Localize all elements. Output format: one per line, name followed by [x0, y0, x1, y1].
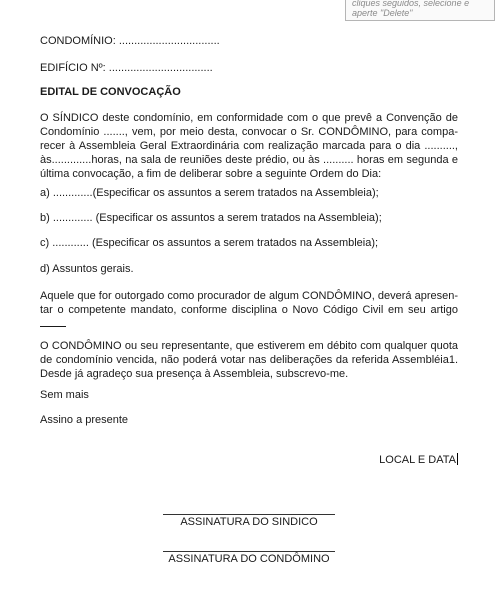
signature-line-condomino — [163, 551, 335, 552]
proxy-paragraph — [40, 289, 458, 331]
agenda-item-b: b) ............. (Especificar os assuntos a serem tratados na Assembleia); — [40, 212, 382, 224]
debt-line: Desde já agradeço sua presença à Assembleia, subscrevo-me. — [40, 368, 349, 380]
signature-line-sindico — [163, 514, 335, 515]
proxy-line: Aquele que for outorgado como procurador de algum CONDÔMINO, deverá apresen- — [40, 290, 458, 302]
intro-paragraph — [40, 111, 458, 181]
intro-line: O SÍNDICO deste condomínio, em conformidade com o que prevê a Convenção de — [40, 112, 458, 124]
local-data-line — [379, 453, 458, 466]
agenda-item-c: c) ............ (Especificar os assuntos a serem tratados na Assembleia); — [40, 237, 379, 249]
debt-paragraph — [40, 339, 458, 381]
debt-line: O CONDÔMINO ou seu representante, que estiverem em débito com qualquer quota — [40, 340, 458, 352]
note-line: cliques seguidos, selecione e — [352, 0, 470, 8]
intro-line: Condomínio ......., vem, por meio desta, convocar o Sr. CONDÔMINO, para compa- — [40, 126, 458, 138]
condominio-field: CONDOMÍNIO: ................................. — [40, 35, 220, 47]
signature-label-condomino: ASSINATURA DO CONDÔMINO — [168, 553, 330, 565]
intro-line: às.............horas, na sala de reuniões deste prédio, ou às .......... horas em segunda e — [40, 154, 458, 166]
article-blank — [40, 317, 458, 331]
local-data-text: LOCAL E DATA — [379, 454, 456, 466]
article-blank-rule — [40, 317, 66, 327]
debt-line: de condomínio vencida, não poderá votar nas deliberações da referida Assembléia1. — [40, 354, 458, 366]
edificio-field: EDIFÍCIO Nº: .................................. — [40, 62, 213, 74]
agenda-item-a: a) .............(Especificar os assuntos a serem tratados na Assembleia); — [40, 187, 379, 199]
text-cursor — [457, 453, 458, 465]
document-title: EDITAL DE CONVOCAÇÃO — [40, 86, 181, 98]
sem-mais-text: Sem mais — [40, 389, 89, 401]
note-line: aperte "Delete" — [352, 8, 413, 18]
proxy-line: tar o competente mandato, conforme disciplina o Novo Código Civil em seu artigo — [40, 304, 458, 316]
instruction-note — [345, 0, 495, 21]
signature-label-sindico: ASSINATURA DO SINDICO — [180, 516, 318, 528]
intro-line: última convocação, a fim de deliberar sobre a seguinte Ordem do Dia: — [40, 168, 382, 180]
intro-line: recer à Assembleia Geral Extraordinária com realização marcada para o dia .........., — [40, 140, 458, 152]
agenda-item-d: d) Assuntos gerais. — [40, 263, 134, 275]
assino-text: Assino a presente — [40, 414, 129, 426]
